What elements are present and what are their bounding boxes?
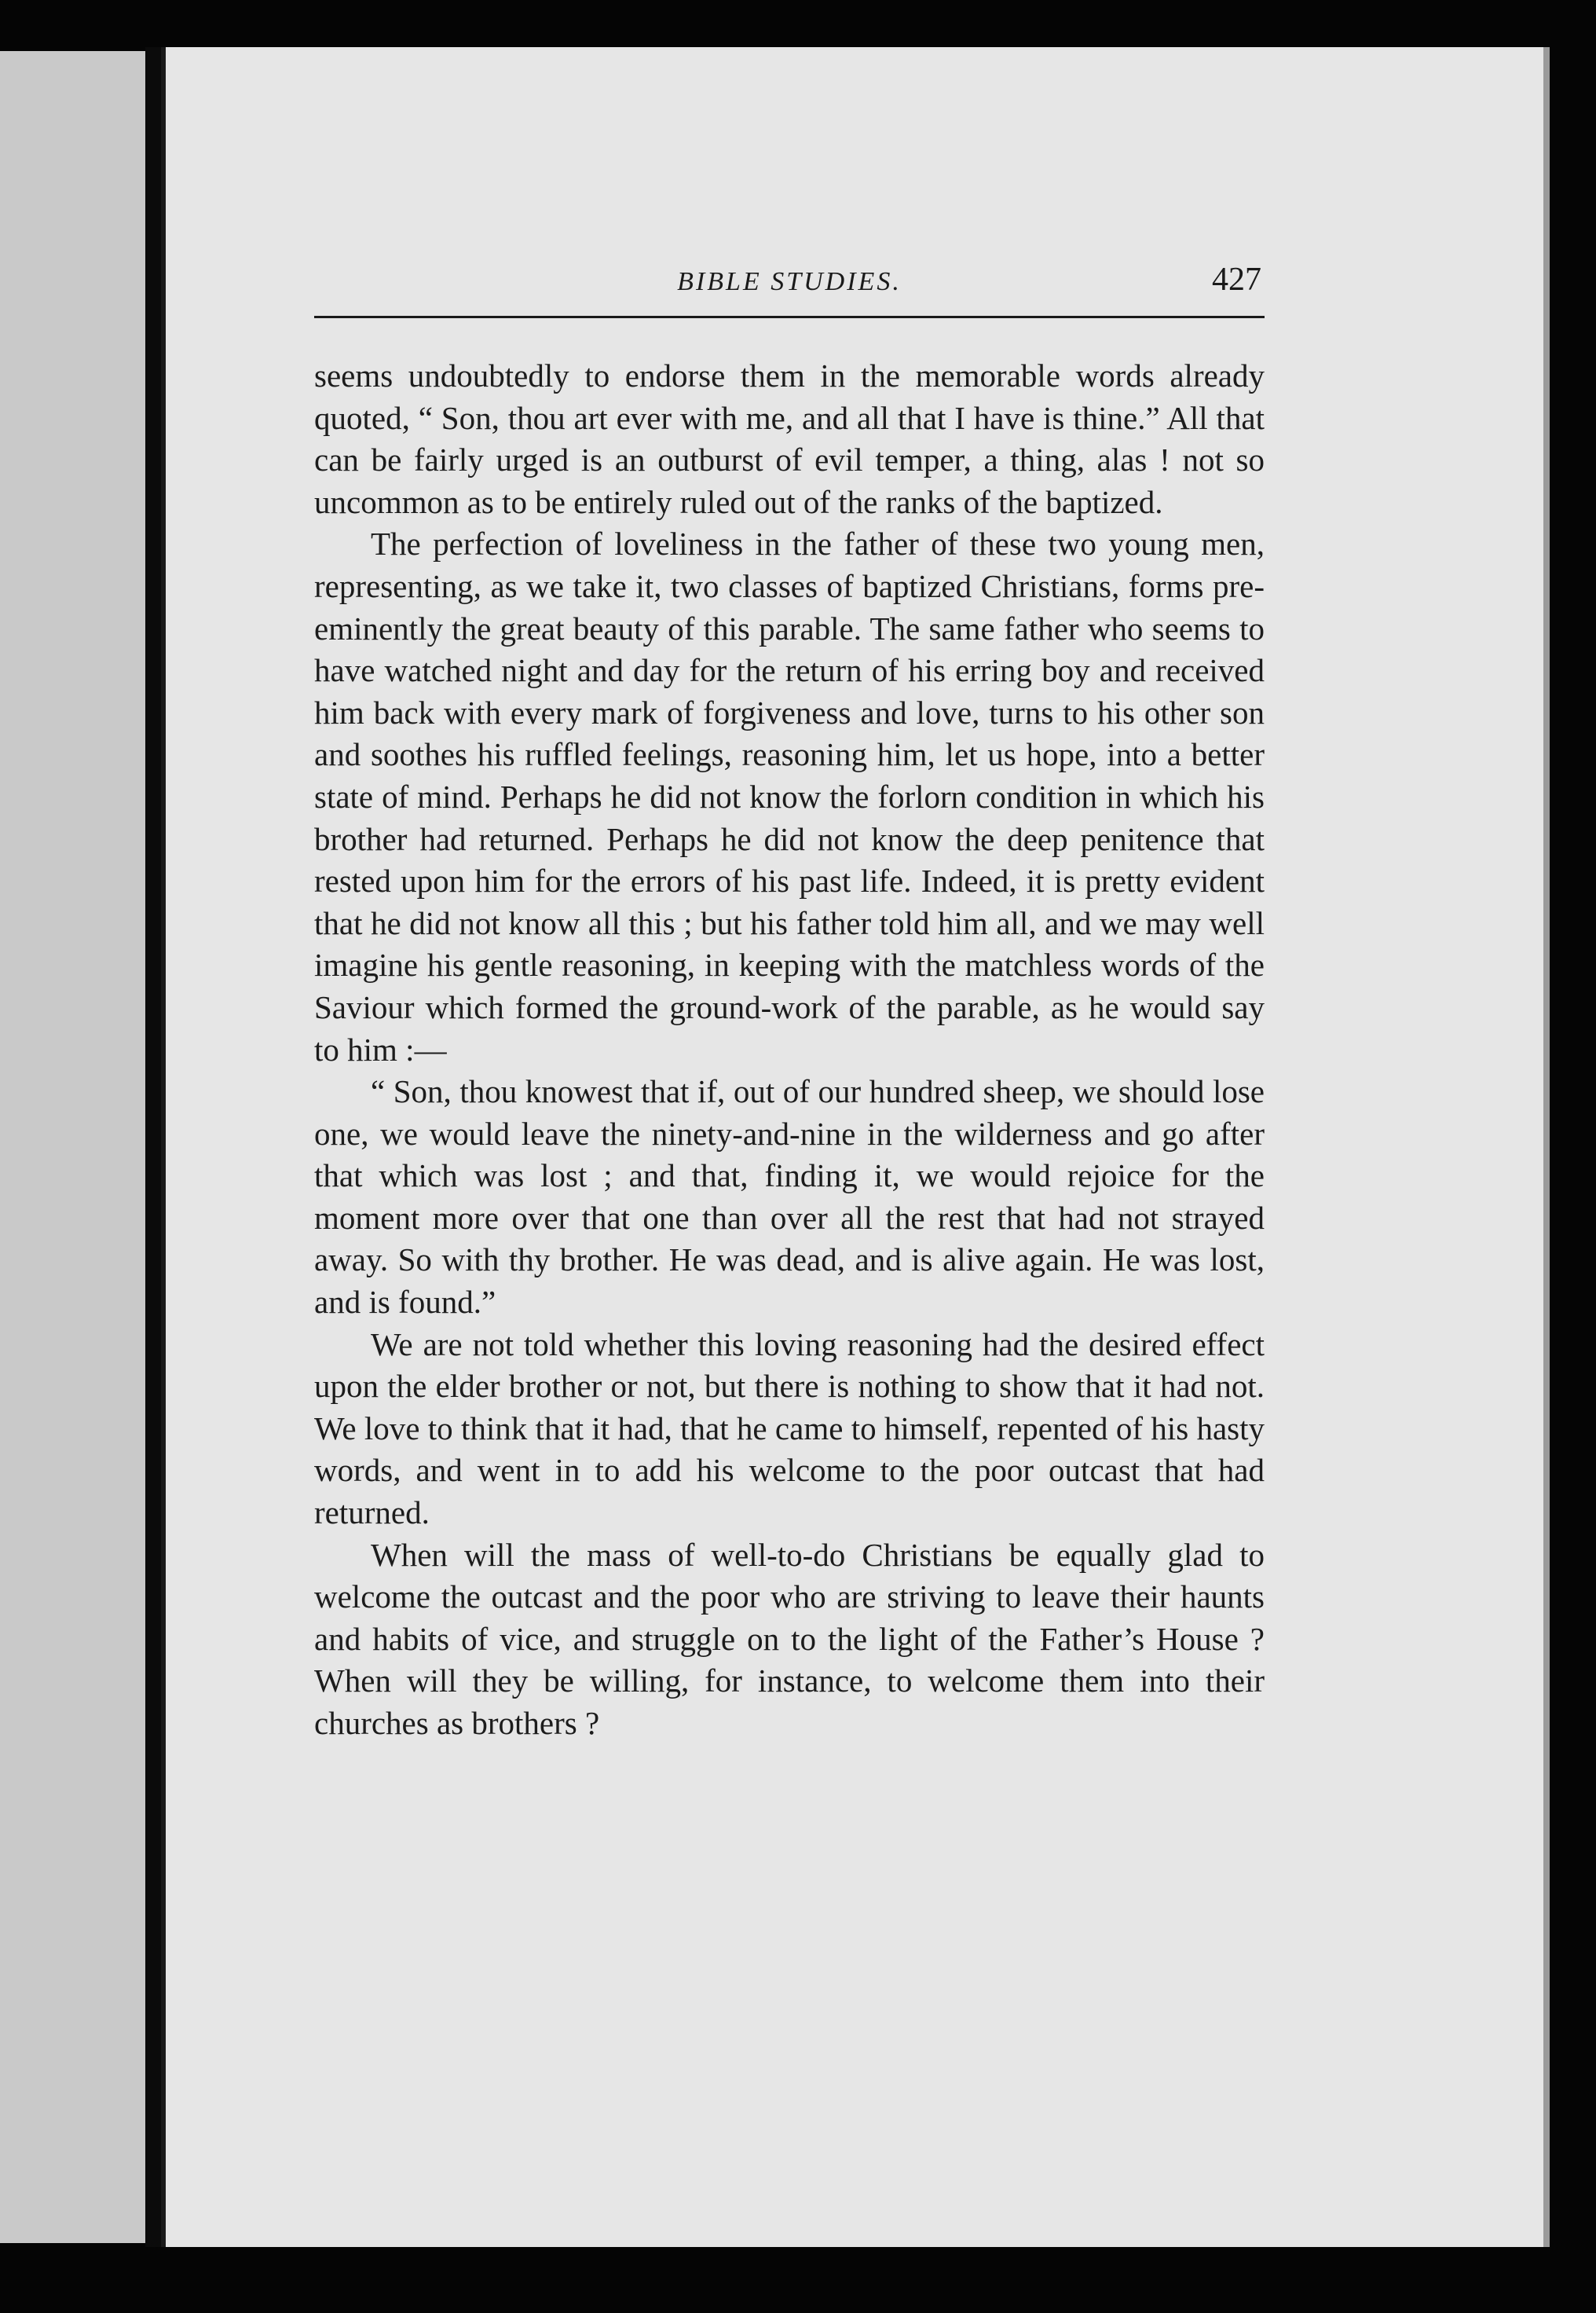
- paragraph: We are not told whether this loving reasoning had the desired effect upon the elder brother or not, but there is nothing to show that it had not. We love to think that it had, that he came to himself, repented of his hasty words, and went in to add his welcome to the poor outcast that had returned.: [314, 1325, 1265, 1531]
- page-number: 427: [1212, 262, 1261, 298]
- page-edge-shadow: [1543, 47, 1550, 2247]
- paragraph: The perfection of loveliness in the father of these two young men, representing, as we take it, two classes of baptized Christians, forms pre-eminently the great beauty of this parable. The same father who seems to have watched night and day for the return of his erring boy and received him back with every mark of forgiveness and love, turns to his other son and soothes his ruffled feelings, reasoning him, let us hope, into a better state of mind. Perhaps he did not know the forlorn condition in which his brother had returned. Perhaps he did not know the deep penitence that rested upon him for the errors of his past life. Indeed, it is pretty evident that he did not know all this ; but his father told him all, and we may well imagine his gentle reasoning, in keeping with the matchless words of the Saviour which formed the ground-work of the parable, as he would say to him :—: [314, 526, 1265, 1068]
- book-gutter: [145, 47, 163, 2247]
- running-header: [314, 262, 1265, 318]
- paragraph: seems undoubtedly to endorse them in the memorable words already quoted, “ Son, thou art ever with me, and all that I have is thine.” All that can be fairly urged is an outburst of evil temper, a thing, alas ! not so uncommon as to be entirely ruled out of the ranks of the baptized.: [314, 357, 1265, 520]
- facing-page-edge: [0, 51, 145, 2243]
- body-text: [314, 355, 1265, 1745]
- paragraph: When will the mass of well-to-do Christians be equally glad to welcome the outcast and the poor who are striving to leave their haunts and habits of vice, and struggle on to the light of the Father’s House ? When will they be willing, for instance, to welcome them into their churches as brothers ?: [314, 1536, 1265, 1741]
- paragraph: “ Son, thou knowest that if, out of our hundred sheep, we should lose one, we would leave the ninety-and-nine in the wilderness and go after that which was lost ; and that, finding it, we would rejoice for the moment more over that one than over all the rest that had not strayed away. So with thy brother. He was dead, and is alive again. He was lost, and is found.”: [314, 1073, 1265, 1321]
- running-title: BIBLE STUDIES.: [677, 267, 902, 296]
